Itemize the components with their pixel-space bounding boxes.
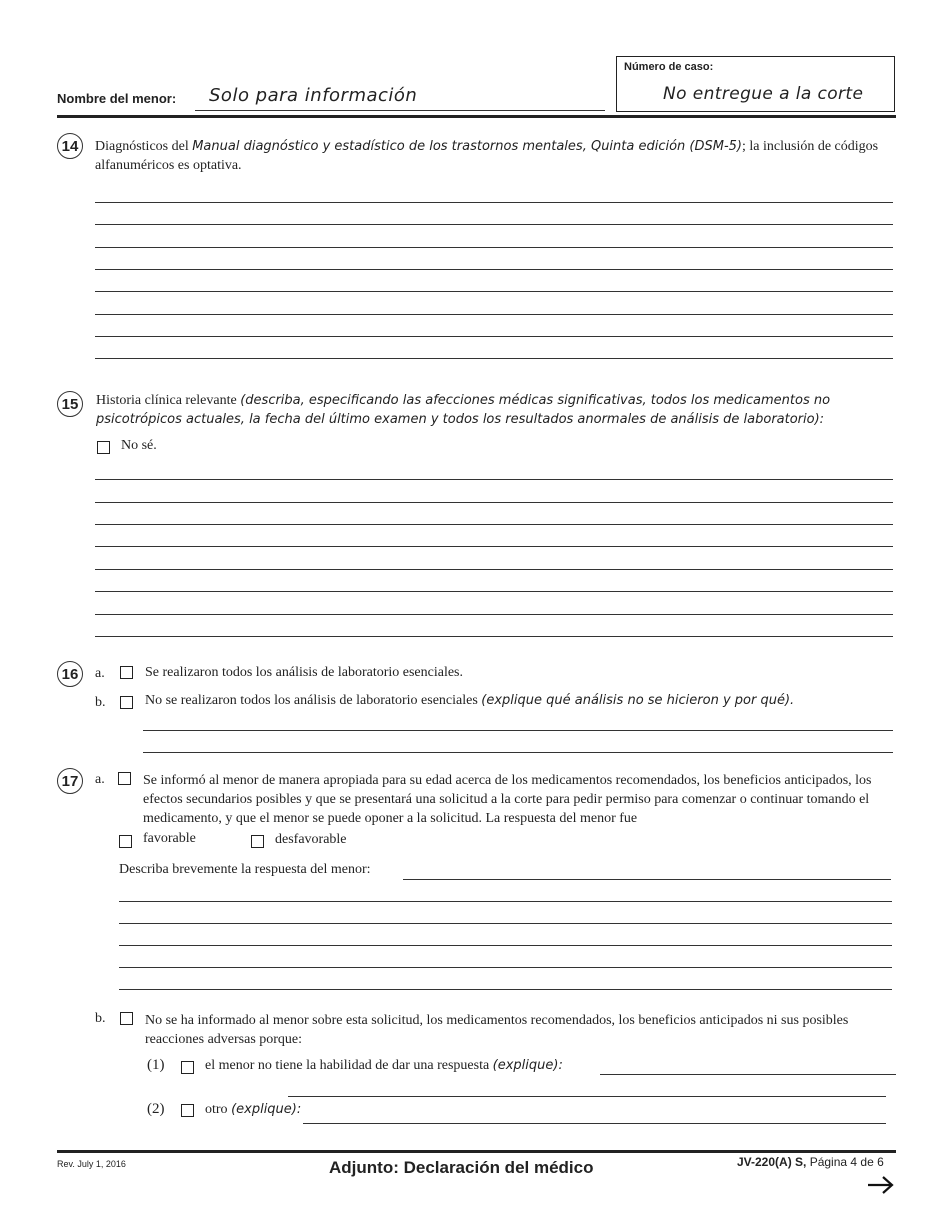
- describe-response-line[interactable]: [403, 879, 891, 880]
- answer-line[interactable]: [143, 730, 893, 731]
- answer-line[interactable]: [95, 202, 893, 203]
- answer-line[interactable]: [95, 502, 893, 503]
- answer-line[interactable]: [288, 1096, 886, 1097]
- item-15-dont-know-label: No sé.: [121, 438, 157, 453]
- item-15-number: 15: [57, 391, 83, 417]
- child-name-value[interactable]: Solo para información: [209, 85, 418, 106]
- answer-line[interactable]: [119, 901, 892, 902]
- item-17b-text: No se ha informado al menor sobre esta solicitud, los medicamentos recomendados, los beneficios anticipados ni sus posibles reacciones adversas porque:: [145, 1013, 849, 1047]
- item-17b2-number: (2): [147, 1101, 165, 1117]
- answer-line[interactable]: [95, 336, 893, 337]
- item-14-text-italic: Manual diagnóstico y estadístico de los trastornos mentales, Quinta edición (DSM-5): [192, 139, 743, 154]
- item-17a-text: Se informó al menor de manera apropiada para su edad acerca de los medicamentos recomendados, los beneficios anticipados, los efectos secundarios posibles y que se presentará una solicitud a la corte para pedir permiso para comenzar o continuar tomando el medicamento, y que el menor se puede oponer a la solicitud. La respuesta del menor fue: [143, 773, 872, 826]
- item-17b1-number: (1): [147, 1057, 165, 1073]
- item-17b2-text: [205, 1102, 301, 1118]
- answer-line[interactable]: [95, 269, 893, 270]
- favorable-label: favorable: [143, 831, 196, 846]
- revision-date: Rev. July 1, 2016: [57, 1159, 126, 1169]
- answer-line[interactable]: [95, 224, 893, 225]
- footer-page-info: [737, 1155, 884, 1169]
- footer-title: Adjunto: Declaración del médico: [329, 1158, 594, 1177]
- item-16-number: 16: [57, 661, 83, 687]
- arrow-right-icon: [866, 1172, 896, 1198]
- describe-response-label: Describa brevemente la respuesta del menor:: [119, 862, 371, 877]
- item-17a-letter: a.: [95, 772, 105, 787]
- unfavorable-checkbox[interactable]: [251, 835, 264, 848]
- item-16b-text-plain: No se realizaron todos los análisis de laboratorio esenciales: [145, 693, 482, 708]
- item-17b1-text-plain: el menor no tiene la habilidad de dar una respuesta: [205, 1058, 493, 1073]
- item-15-text-italic: (describa, especificando las afecciones médicas significativas, todos los medicamentos no psicotrópicos actuales, la fecha del último examen y todos los resultados anormales de análisis de laboratorio):: [96, 393, 831, 427]
- item-14-text-pre: Diagnósticos del: [95, 139, 193, 154]
- item-15-text: [96, 391, 866, 429]
- answer-line[interactable]: [95, 591, 893, 592]
- child-name-label: Nombre del menor:: [57, 91, 177, 106]
- answer-line[interactable]: [95, 479, 893, 480]
- answer-line[interactable]: [95, 524, 893, 525]
- item-17b2-text-italic: (explique):: [231, 1102, 302, 1117]
- answer-line[interactable]: [95, 614, 893, 615]
- item-17-number: 17: [57, 768, 83, 794]
- item-17a-checkbox[interactable]: [118, 772, 131, 785]
- item-14-text-post: ; la inclusión de códigos alfanuméricos es optativa.: [95, 139, 879, 173]
- answer-line[interactable]: [95, 636, 893, 637]
- item-16a-checkbox[interactable]: [120, 666, 133, 679]
- item-17b1-text-italic: (explique):: [492, 1058, 563, 1073]
- item-16b-text-italic: (explique qué análisis no se hicieron y por qué).: [481, 693, 795, 708]
- answer-line[interactable]: [143, 752, 893, 753]
- item-16b-text: [145, 693, 794, 709]
- answer-line[interactable]: [119, 967, 892, 968]
- item-17b2-answer-line[interactable]: [303, 1123, 886, 1124]
- item-17b1-text: [205, 1058, 563, 1074]
- case-number-value: No entregue a la corte: [663, 84, 864, 104]
- item-15-dont-know-checkbox[interactable]: [97, 441, 110, 454]
- item-17b1-answer-line[interactable]: [600, 1074, 896, 1075]
- child-name-underline: [195, 110, 605, 111]
- answer-line[interactable]: [95, 569, 893, 570]
- item-17b-letter: b.: [95, 1011, 106, 1026]
- item-14-number: 14: [57, 133, 83, 159]
- item-16a-text: Se realizaron todos los análisis de laboratorio esenciales.: [145, 665, 464, 680]
- item-17b2-text-plain: otro: [205, 1102, 232, 1117]
- item-16b-letter: b.: [95, 695, 106, 710]
- item-17b-checkbox[interactable]: [120, 1012, 133, 1025]
- header-rule: [57, 115, 896, 118]
- answer-line[interactable]: [95, 314, 893, 315]
- item-16b-checkbox[interactable]: [120, 696, 133, 709]
- next-page-arrow-icon[interactable]: [866, 1172, 896, 1198]
- item-15-text-pre: Historia clínica relevante: [96, 393, 241, 408]
- answer-line[interactable]: [119, 989, 892, 990]
- page-number: Página 4 de 6: [806, 1155, 884, 1169]
- item-14-text: [95, 137, 895, 175]
- answer-line[interactable]: [95, 546, 893, 547]
- item-16a-letter: a.: [95, 666, 105, 681]
- case-number-box[interactable]: [616, 56, 895, 112]
- item-17b2-checkbox[interactable]: [181, 1104, 194, 1117]
- form-id: JV-220(A) S,: [737, 1155, 807, 1169]
- case-number-label: Número de caso:: [624, 61, 714, 73]
- answer-line[interactable]: [95, 247, 893, 248]
- favorable-checkbox[interactable]: [119, 835, 132, 848]
- item-17b1-checkbox[interactable]: [181, 1061, 194, 1074]
- answer-line[interactable]: [119, 945, 892, 946]
- answer-line[interactable]: [95, 358, 893, 359]
- footer-rule: [57, 1150, 896, 1153]
- answer-line[interactable]: [119, 923, 892, 924]
- unfavorable-label: desfavorable: [275, 832, 347, 847]
- answer-line[interactable]: [95, 291, 893, 292]
